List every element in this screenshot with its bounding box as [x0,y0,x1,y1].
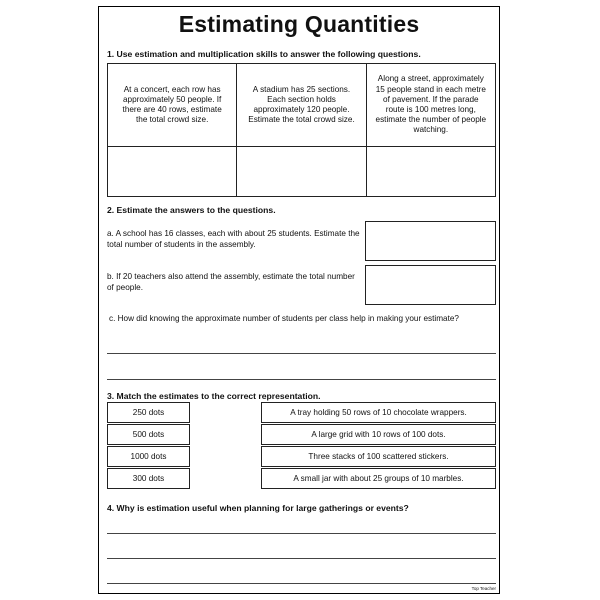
question-1-cell-parade: Along a street, approximately 15 people stand in each metre of pavement. If the parade route is 100 metres long, estimate the number of people watching. [366,64,495,147]
answer-cell-parade[interactable] [366,147,495,197]
question-1-table [107,63,496,197]
question-2c-text: c. How did knowing the approximate number of students per class help in making your estimate? [109,314,459,323]
question-1-cell-concert: At a concert, each row has approximately 50 people. If there are 40 rows, estimate the total crowd size. [108,64,237,147]
worksheet [98,6,500,594]
answer-cell-stadium[interactable] [237,147,366,197]
question-2-prompt: 2. Estimate the answers to the questions. [107,205,276,215]
representation-box[interactable]: A tray holding 50 rows of 10 chocolate wrappers. [261,402,496,423]
question-2b-text: b. If 20 teachers also attend the assembly, estimate the total number of people. [107,272,355,292]
question-2a-text: a. A school has 16 classes, each with about 25 students. Estimate the total number of students in the assembly. [107,229,360,249]
question-3-prompt: 3. Match the estimates to the correct representation. [107,391,321,401]
footer-brand: Top Teacher [471,586,496,591]
question-4-prompt: 4. Why is estimation useful when planning for large gatherings or events? [107,503,409,513]
answer-line[interactable] [107,583,496,584]
representation-box[interactable]: Three stacks of 100 scattered stickers. [261,446,496,467]
answer-line[interactable] [107,558,496,559]
answer-box-2a[interactable] [365,221,496,261]
worksheet-title: Estimating Quantities [178,11,420,37]
question-1-cell-stadium: A stadium has 25 sections. Each section holds approximately 120 people. Estimate the total crowd size. [237,64,366,147]
representation-box[interactable]: A small jar with about 25 groups of 10 marbles. [261,468,496,489]
estimate-box[interactable]: 300 dots [107,468,190,489]
answer-box-2b[interactable] [365,265,496,305]
answer-line[interactable] [107,533,496,534]
representation-box[interactable]: A large grid with 10 rows of 100 dots. [261,424,496,445]
answer-line[interactable] [107,353,496,354]
estimate-box[interactable]: 500 dots [107,424,190,445]
question-1-prompt: 1. Use estimation and multiplication skills to answer the following questions. [107,49,421,59]
answer-line[interactable] [107,379,496,380]
estimate-box[interactable]: 1000 dots [107,446,190,467]
answer-cell-concert[interactable] [108,147,237,197]
estimate-box[interactable]: 250 dots [107,402,190,423]
